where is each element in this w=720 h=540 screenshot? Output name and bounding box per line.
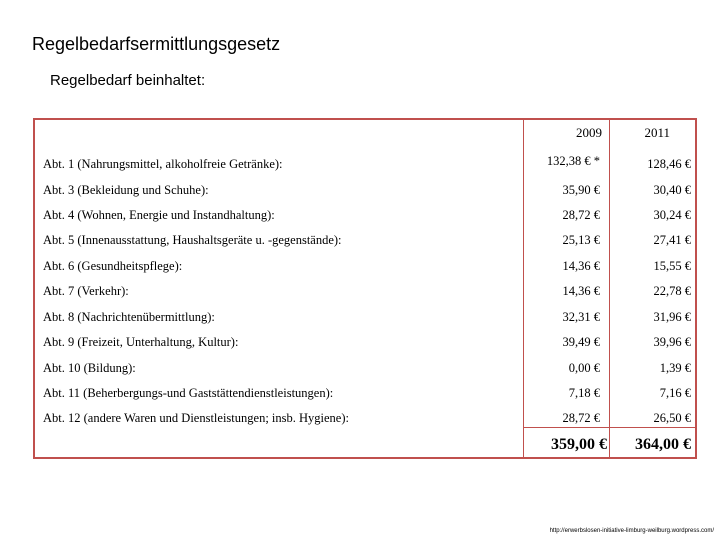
row-label: Abt. 8 (Nachrichtenübermittlung):: [43, 310, 215, 324]
row-value-2011: 39,96 €: [653, 335, 691, 349]
row-value-2009: 28,72 €: [562, 411, 600, 425]
row-label: Abt. 1 (Nahrungsmittel, alkoholfreie Getränke):: [43, 157, 283, 171]
column-divider: [523, 120, 524, 457]
row-value-2009: 14,36 €: [562, 284, 600, 298]
column-divider: [609, 120, 610, 457]
row-value-2009: 132,38 € *: [546, 154, 600, 168]
row-value-2009: 28,72 €: [562, 208, 600, 222]
row-value-2011: 1,39 €: [659, 361, 691, 375]
header-2009: 2009: [576, 125, 602, 140]
row-value-2009: 25,13 €: [562, 233, 600, 247]
row-label: Abt. 7 (Verkehr):: [43, 284, 129, 298]
row-value-2011: 128,46 €: [647, 157, 691, 171]
row-value-2011: 26,50 €: [653, 411, 691, 425]
row-value-2009: 39,49 €: [562, 335, 600, 349]
regelbedarf-table: [33, 118, 697, 459]
total-2009: 359,00 €: [551, 436, 607, 453]
row-label: Abt. 12 (andere Waren und Dienstleistungen; insb. Hygiene):: [43, 411, 349, 425]
page-title: Regelbedarfsermittlungsgesetz: [32, 34, 281, 54]
row-value-2011: 22,78 €: [653, 284, 691, 298]
source-url: http://erwerbslosen-initiative-limburg-weilburg.wordpress.com/: [549, 528, 714, 534]
row-value-2011: 27,41 €: [653, 233, 691, 247]
row-value-2009: 0,00 €: [568, 361, 600, 375]
row-label: Abt. 9 (Freizeit, Unterhaltung, Kultur):: [43, 335, 239, 349]
page-subtitle: Regelbedarf beinhaltet:: [50, 72, 206, 89]
row-label: Abt. 11 (Beherbergungs-und Gaststättendienstleistungen):: [43, 386, 334, 400]
row-value-2011: 30,40 €: [653, 183, 691, 197]
row-label: Abt. 3 (Bekleidung und Schuhe):: [43, 183, 209, 197]
total-2011: 364,00 €: [635, 436, 691, 453]
row-label: Abt. 4 (Wohnen, Energie und Instandhaltung):: [43, 208, 275, 222]
row-value-2009: 32,31 €: [562, 310, 600, 324]
row-value-2011: 30,24 €: [653, 208, 691, 222]
row-label: Abt. 10 (Bildung):: [43, 361, 136, 375]
row-value-2011: 31,96 €: [653, 310, 691, 324]
totals-divider: [523, 427, 695, 428]
row-label: Abt. 6 (Gesundheitspflege):: [43, 259, 183, 273]
row-value-2009: 35,90 €: [562, 183, 600, 197]
row-label: Abt. 5 (Innenausstattung, Haushaltsgeräte u. -gegenstände):: [43, 233, 342, 247]
row-value-2011: 7,16 €: [659, 386, 691, 400]
row-value-2009: 7,18 €: [568, 386, 600, 400]
row-value-2009: 14,36 €: [562, 259, 600, 273]
header-2011: 2011: [644, 125, 670, 140]
row-value-2011: 15,55 €: [653, 259, 691, 273]
